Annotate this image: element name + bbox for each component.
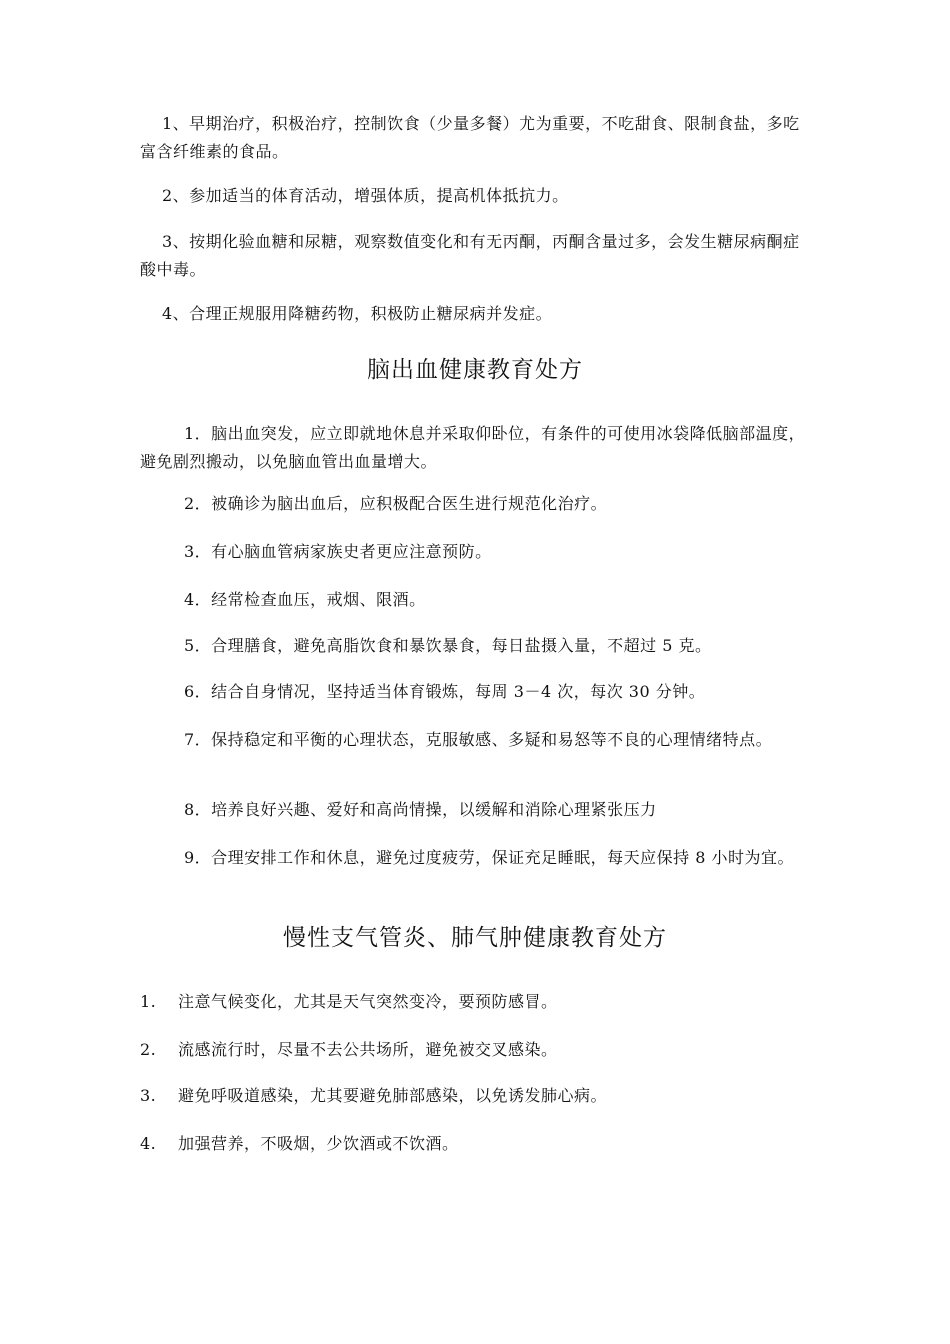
stroke-section-title: 脑出血健康教育处方 bbox=[367, 357, 583, 383]
list-number: 1. bbox=[140, 992, 157, 1011]
list-text: 流感流行时，尽量不去公共场所，避免被交叉感染。 bbox=[178, 1040, 558, 1059]
list-number: 3. bbox=[140, 1086, 157, 1105]
bronchitis-section-title: 慢性支气管炎、肺气肿健康教育处方 bbox=[283, 925, 667, 951]
stroke-item-6: 6．结合自身情况，坚持适当体育锻炼，每周 3－4 次，每次 30 分钟。 bbox=[184, 682, 706, 701]
list-number: 2. bbox=[140, 1040, 157, 1059]
diabetes-item-3: 3、按期化验血糖和尿糖，观察数值变化和有无丙酮，丙酮含量过多，会发生糖尿病酮症酸中毒。 bbox=[140, 232, 800, 279]
stroke-item-3: 3．有心脑血管病家族史者更应注意预防。 bbox=[184, 542, 492, 561]
diabetes-item-1: 1、早期治疗，积极治疗，控制饮食（少量多餐）尤为重要，不吃甜食、限制食盐，多吃富含纤维素的食品。 bbox=[140, 114, 800, 161]
stroke-item-1: 1．脑出血突发，应立即就地休息并采取仰卧位，有条件的可使用冰袋降低脑部温度，避免剧烈搬动，以免脑血管出血量增大。 bbox=[140, 424, 806, 471]
list-text: 加强营养，不吸烟，少饮酒或不饮酒。 bbox=[178, 1134, 459, 1153]
stroke-item-5: 5．合理膳食，避免高脂饮食和暴饮暴食，每日盐摄入量，不超过 5 克。 bbox=[184, 636, 712, 655]
bronchitis-item-3 bbox=[140, 1082, 810, 1110]
list-text: 避免呼吸道感染，尤其要避免肺部感染，以免诱发肺心病。 bbox=[178, 1086, 608, 1105]
list-number: 4. bbox=[140, 1134, 157, 1153]
stroke-item-7: 7．保持稳定和平衡的心理状态，克服敏感、多疑和易怒等不良的心理情绪特点。 bbox=[184, 730, 773, 749]
bronchitis-item-4 bbox=[140, 1130, 810, 1158]
bronchitis-item-2 bbox=[140, 1036, 810, 1064]
stroke-item-2: 2．被确诊为脑出血后，应积极配合医生进行规范化治疗。 bbox=[184, 494, 608, 513]
stroke-item-4: 4．经常检查血压，戒烟、限酒。 bbox=[184, 590, 426, 609]
diabetes-item-4: 4、合理正规服用降糖药物，积极防止糖尿病并发症。 bbox=[162, 304, 553, 323]
list-text: 注意气候变化，尤其是天气突然变冷，要预防感冒。 bbox=[178, 992, 558, 1011]
diabetes-item-2: 2、参加适当的体育活动，增强体质，提高机体抵抗力。 bbox=[162, 186, 569, 205]
bronchitis-item-1 bbox=[140, 988, 810, 1016]
stroke-item-9: 9．合理安排工作和休息，避免过度疲劳，保证充足睡眠，每天应保持 8 小时为宜。 bbox=[184, 848, 795, 867]
stroke-item-8: 8．培养良好兴趣、爱好和高尚情操，以缓解和消除心理紧张压力 bbox=[184, 800, 657, 819]
